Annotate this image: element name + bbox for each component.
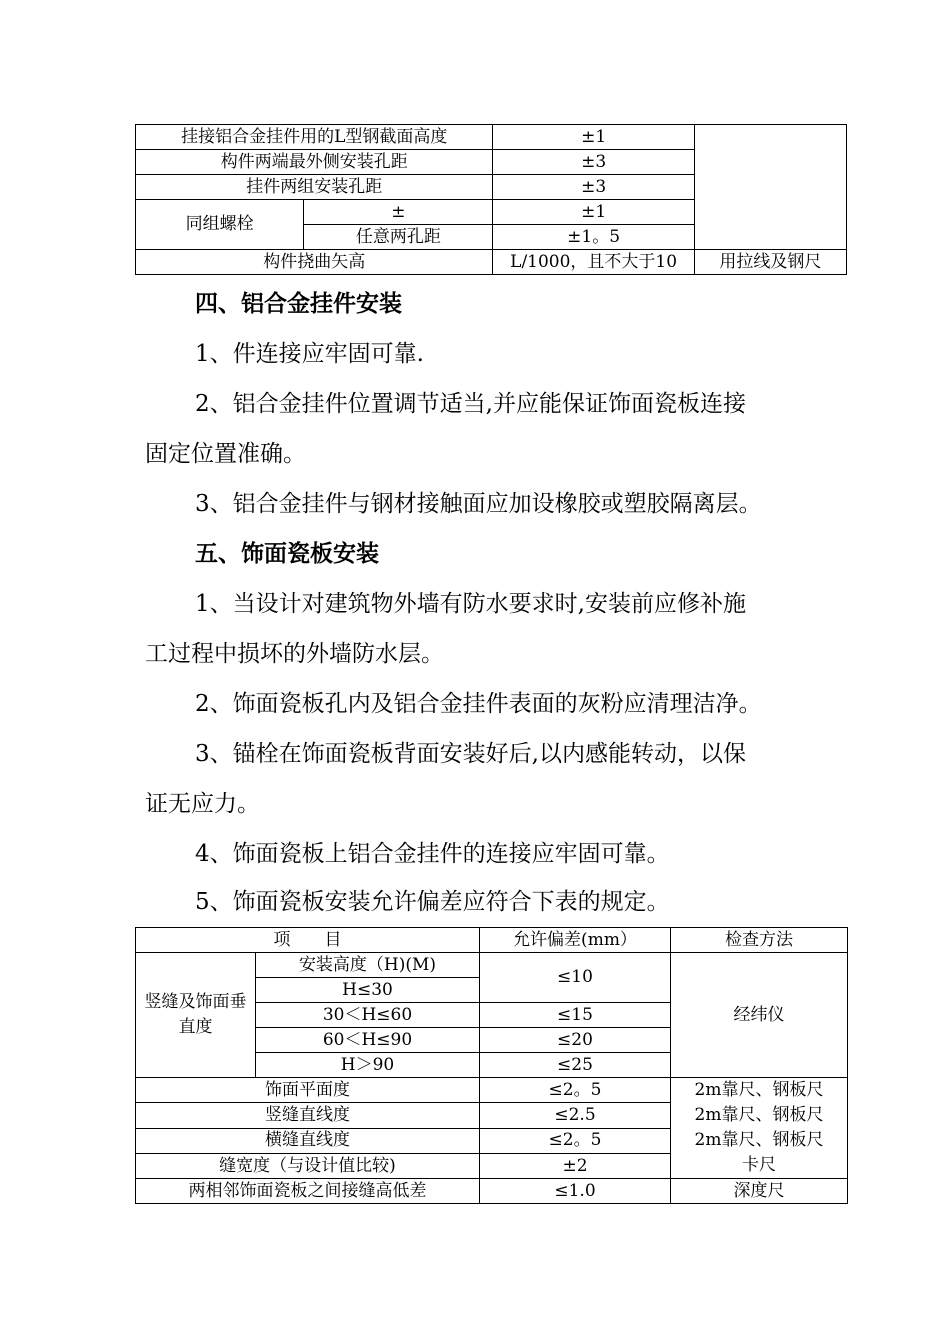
table-cell: 竖缝直线度 xyxy=(136,1103,480,1128)
table-cell: 构件挠曲矢高 xyxy=(136,250,493,275)
paragraph: 5、饰面瓷板安装允许偏差应符合下表的规定。 xyxy=(195,889,670,915)
table-cell: 安装高度（H)(M) xyxy=(256,953,480,978)
method-line: 卡尺 xyxy=(742,1155,776,1175)
paragraph: 1、当设计对建筑物外墙有防水要求时,安装前应修补施 xyxy=(195,591,746,617)
table-cell: L/1000，且不大于10 xyxy=(493,250,694,275)
table-row xyxy=(136,1179,848,1204)
table-cell: 经纬仪 xyxy=(671,953,848,1078)
table-cell: H≤30 xyxy=(256,978,480,1003)
table-row xyxy=(136,1078,848,1103)
table-cell: 30＜H≤60 xyxy=(256,1003,480,1028)
table-header-row xyxy=(136,928,848,953)
table-cell: ±3 xyxy=(493,175,694,200)
table-cell: 60＜H≤90 xyxy=(256,1028,480,1053)
method-line: 2m靠尺、钢板尺 xyxy=(694,1130,824,1150)
table-cell xyxy=(694,125,846,250)
paragraph: 1、件连接应牢固可靠. xyxy=(195,341,424,367)
table-cell: 任意两孔距 xyxy=(304,225,493,250)
paragraph: 2、铝合金挂件位置调节适当,并应能保证饰面瓷板连接 xyxy=(195,391,746,417)
method-line: 2m靠尺、钢板尺 xyxy=(694,1105,824,1125)
table-cell: ≤25 xyxy=(480,1053,671,1078)
paragraph: 固定位置准确。 xyxy=(145,441,306,467)
paragraph: 2、饰面瓷板孔内及铝合金挂件表面的灰粉应清理洁净。 xyxy=(195,691,762,717)
table-cell: 缝宽度（与设计值比较) xyxy=(136,1153,480,1178)
table-cell: 两相邻饰面瓷板之间接缝高低差 xyxy=(136,1179,480,1204)
method-line: 2m靠尺、钢板尺 xyxy=(694,1080,824,1100)
paragraph: 4、饰面瓷板上铝合金挂件的连接应牢固可靠。 xyxy=(195,841,670,867)
table-cell: 挂接铝合金挂件用的L型钢截面高度 xyxy=(136,125,493,150)
tolerance-table-steel xyxy=(135,124,847,275)
table-row xyxy=(136,250,847,275)
table-header-cell: 检查方法 xyxy=(671,928,848,953)
table-cell: ≤1.0 xyxy=(480,1179,671,1204)
table-cell: ±1 xyxy=(493,125,694,150)
table-cell: 横缝直线度 xyxy=(136,1128,480,1153)
table-cell: ±3 xyxy=(493,150,694,175)
section-heading: 五、饰面瓷板安装 xyxy=(195,541,379,567)
table-cell: ≤2.5 xyxy=(480,1103,671,1128)
table-cell: ≤20 xyxy=(480,1028,671,1053)
table-header-cell: 项 目 xyxy=(136,928,480,953)
paragraph: 证无应力。 xyxy=(145,791,260,817)
table-cell: ±2 xyxy=(480,1153,671,1178)
table-row xyxy=(136,125,847,150)
table-cell: ± xyxy=(304,200,493,225)
paragraph: 3、铝合金挂件与钢材接触面应加设橡胶或塑胶隔离层。 xyxy=(195,491,762,517)
table-cell: H＞90 xyxy=(256,1053,480,1078)
table-cell: 同组螺栓 xyxy=(136,200,304,250)
table-row xyxy=(136,953,848,978)
table-cell: 竖缝及饰面垂直度 xyxy=(136,953,256,1078)
table-cell: 用拉线及钢尺 xyxy=(694,250,846,275)
table-cell: 饰面平面度 xyxy=(136,1078,480,1103)
table-cell xyxy=(671,1078,848,1179)
section-heading: 四、铝合金挂件安装 xyxy=(195,291,402,317)
table-cell: ±1 xyxy=(493,200,694,225)
table-cell: 构件两端最外侧安装孔距 xyxy=(136,150,493,175)
tolerance-table-panel xyxy=(135,927,848,1204)
table-cell: ≤15 xyxy=(480,1003,671,1028)
table-cell: ±1。5 xyxy=(493,225,694,250)
table-header-cell: 允许偏差(mm） xyxy=(480,928,671,953)
paragraph: 3、锚栓在饰面瓷板背面安装好后,以内感能转动，以保 xyxy=(195,741,746,767)
table-cell: 挂件两组安装孔距 xyxy=(136,175,493,200)
table-cell: ≤2。5 xyxy=(480,1078,671,1103)
table-cell: ≤10 xyxy=(480,953,671,1003)
paragraph: 工过程中损坏的外墙防水层。 xyxy=(145,641,444,667)
table-cell: ≤2。5 xyxy=(480,1128,671,1153)
table-cell: 深度尺 xyxy=(671,1179,848,1204)
